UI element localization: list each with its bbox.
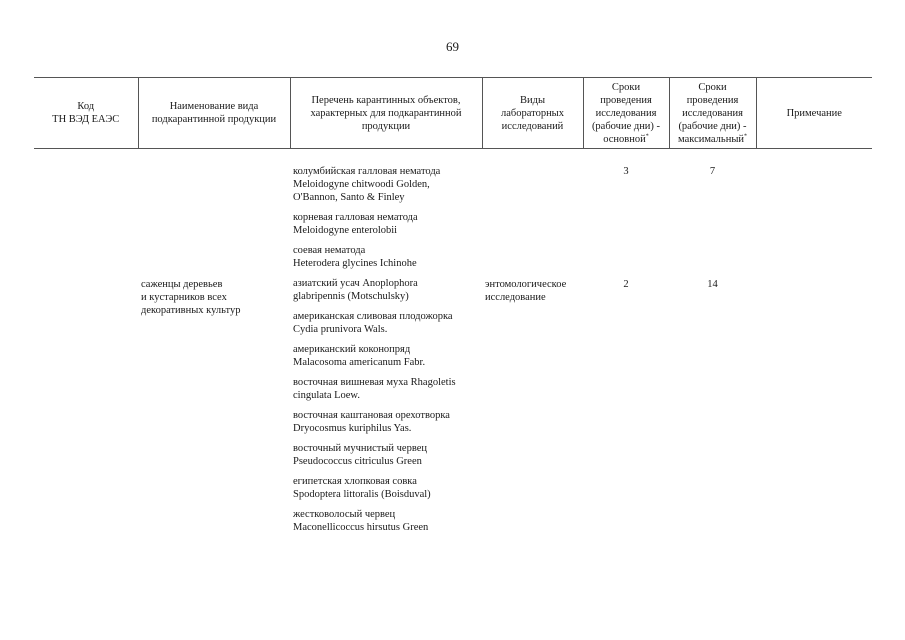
product-name: саженцы деревьев и кустарников всех декоративных культур <box>141 279 241 316</box>
quarantine-object: египетская хлопковая совка Spodoptera littoralis (Boisduval) <box>293 476 431 500</box>
table-row <box>34 149 872 542</box>
lab-type: энтомологическое исследование <box>485 279 567 303</box>
header-product: Наименование вида подкарантинной продукции <box>138 78 290 149</box>
term-max-2: 14 <box>707 279 718 290</box>
quarantine-object: американская сливовая плодожорка Cydia prunivora Wals. <box>293 311 453 335</box>
quarantine-table <box>34 77 872 541</box>
term-max-1: 7 <box>709 166 716 177</box>
quarantine-object: колумбийская галловая нематода Meloidogyne chitwoodi Golden, O'Bannon, Santo & Finley <box>293 166 441 203</box>
quarantine-object: восточный мучнистый червец Pseudococcus citriculus Green <box>293 443 428 467</box>
cell-objects <box>290 149 482 542</box>
footnote-mark: * <box>744 133 747 139</box>
header-lab: Виды лабораторных исследований <box>482 78 583 149</box>
cell-product <box>138 149 290 542</box>
quarantine-object: восточная вишневая муха Rhagoletis cingulata Loew. <box>293 377 456 401</box>
header-term-main: Сроки проведения исследования (рабочие дни) - основной* <box>583 78 669 149</box>
quarantine-object: азиатский усач Anoplophora glabripennis (Motschulsky) <box>293 278 418 302</box>
cell-note <box>756 149 872 542</box>
header-row <box>34 78 872 149</box>
quarantine-object: американский коконопряд Malacosoma americanum Fabr. <box>293 344 426 368</box>
quarantine-object: восточная каштановая орехотворка Dryocosmus kuriphilus Yas. <box>293 410 450 434</box>
term-main-2: 2 <box>623 279 629 290</box>
header-note: Примечание <box>756 78 872 149</box>
cell-term-max <box>669 149 756 542</box>
header-term-max: Сроки проведения исследования (рабочие дни) - максимальный* <box>669 78 756 149</box>
cell-code <box>34 149 138 542</box>
cell-lab <box>482 149 583 542</box>
footnote-mark: * <box>645 133 649 139</box>
quarantine-object: корневая галловая нематода Meloidogyne enterolobii <box>293 212 418 236</box>
cell-term-main <box>583 149 669 542</box>
page-number: 69 <box>446 39 459 54</box>
quarantine-object: жестковолосый червец Maconellicoccus hirsutus Green <box>293 509 429 533</box>
header-objects: Перечень карантинных объектов, характерных для подкарантинной продукции <box>290 78 482 149</box>
quarantine-object: соевая нематода Heterodera glycines Ichinohe <box>293 245 417 269</box>
header-code: Код ТН ВЭД ЕАЭС <box>34 78 138 149</box>
term-main-1: 3 <box>623 166 629 177</box>
